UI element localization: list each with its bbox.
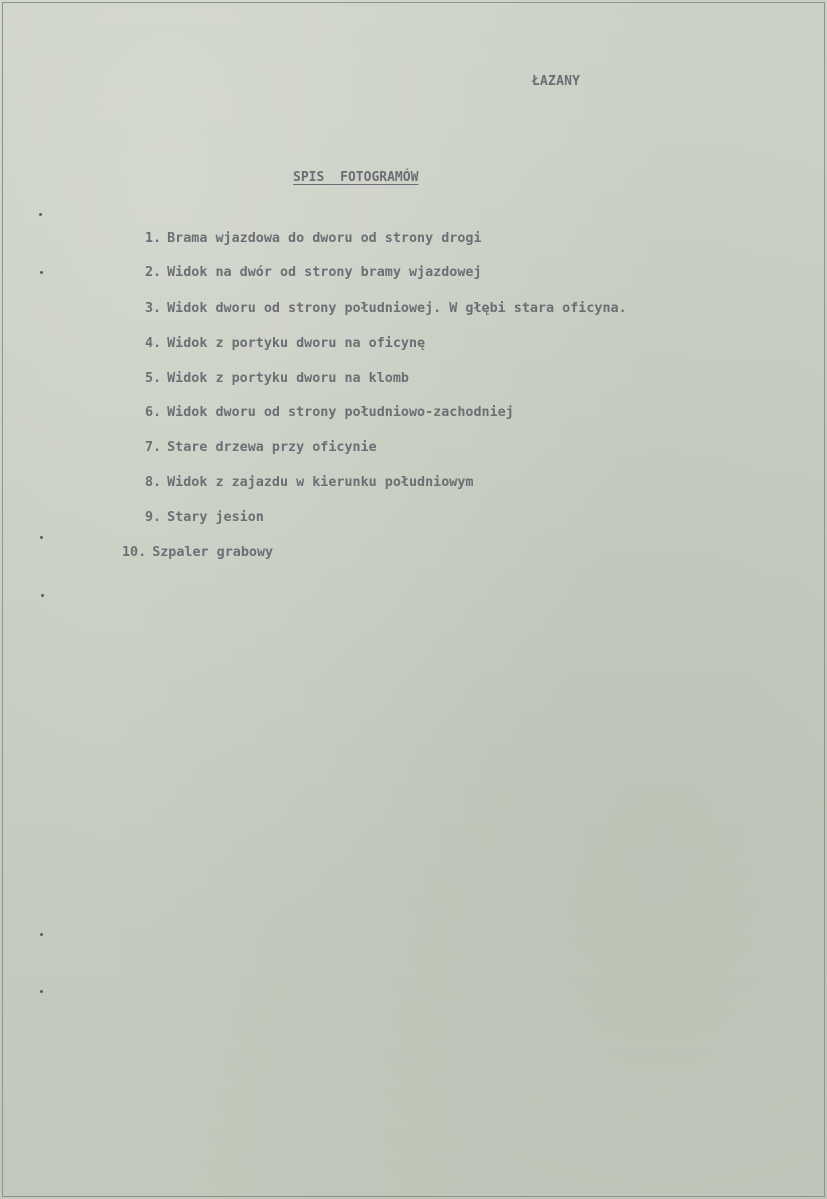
- list-item: [145, 510, 264, 525]
- document-title: SPIS FOTOGRAMÓW: [293, 170, 419, 185]
- binding-hole-mark: [40, 536, 43, 539]
- item-number: 2.: [145, 265, 162, 280]
- item-text: Widok dworu od strony południowo-zachodniej: [167, 405, 514, 420]
- place-name: ŁAZANY: [532, 74, 581, 89]
- list-item: [145, 440, 377, 455]
- list-item: [145, 301, 627, 316]
- item-text: Widok z zajazdu w kierunku południowym: [167, 475, 474, 490]
- item-number: 1.: [145, 231, 162, 246]
- item-text: Stare drzewa przy oficynie: [167, 440, 377, 455]
- binding-hole-mark: [40, 990, 43, 993]
- list-item: [145, 371, 409, 386]
- list-item: [145, 336, 425, 351]
- binding-hole-mark: [40, 933, 43, 936]
- item-number: 4.: [145, 336, 162, 351]
- list-item: [145, 475, 473, 490]
- list-item: [145, 231, 482, 246]
- item-number: 10.: [122, 545, 147, 560]
- list-item: [145, 405, 514, 420]
- item-number: 5.: [145, 371, 162, 386]
- item-text: Widok na dwór od strony bramy wjazdowej: [167, 265, 482, 280]
- item-number: 9.: [145, 510, 162, 525]
- list-item: [145, 265, 482, 280]
- item-number: 8.: [145, 475, 162, 490]
- binding-hole-mark: [41, 594, 44, 597]
- item-text: Szpaler grabowy: [152, 545, 274, 560]
- item-text: Widok z portyku dworu na klomb: [167, 371, 409, 386]
- item-number: 6.: [145, 405, 162, 420]
- list-item: [122, 545, 273, 560]
- item-number: 7.: [145, 440, 162, 455]
- item-text: Brama wjazdowa do dworu od strony drogi: [167, 231, 482, 246]
- item-number: 3.: [145, 301, 162, 316]
- binding-hole-mark: [39, 213, 42, 216]
- item-text: Widok z portyku dworu na oficynę: [167, 336, 426, 351]
- item-text: Widok dworu od strony południowej. W głębi stara oficyna.: [167, 301, 627, 316]
- item-text: Stary jesion: [167, 510, 264, 525]
- binding-hole-mark: [40, 271, 43, 274]
